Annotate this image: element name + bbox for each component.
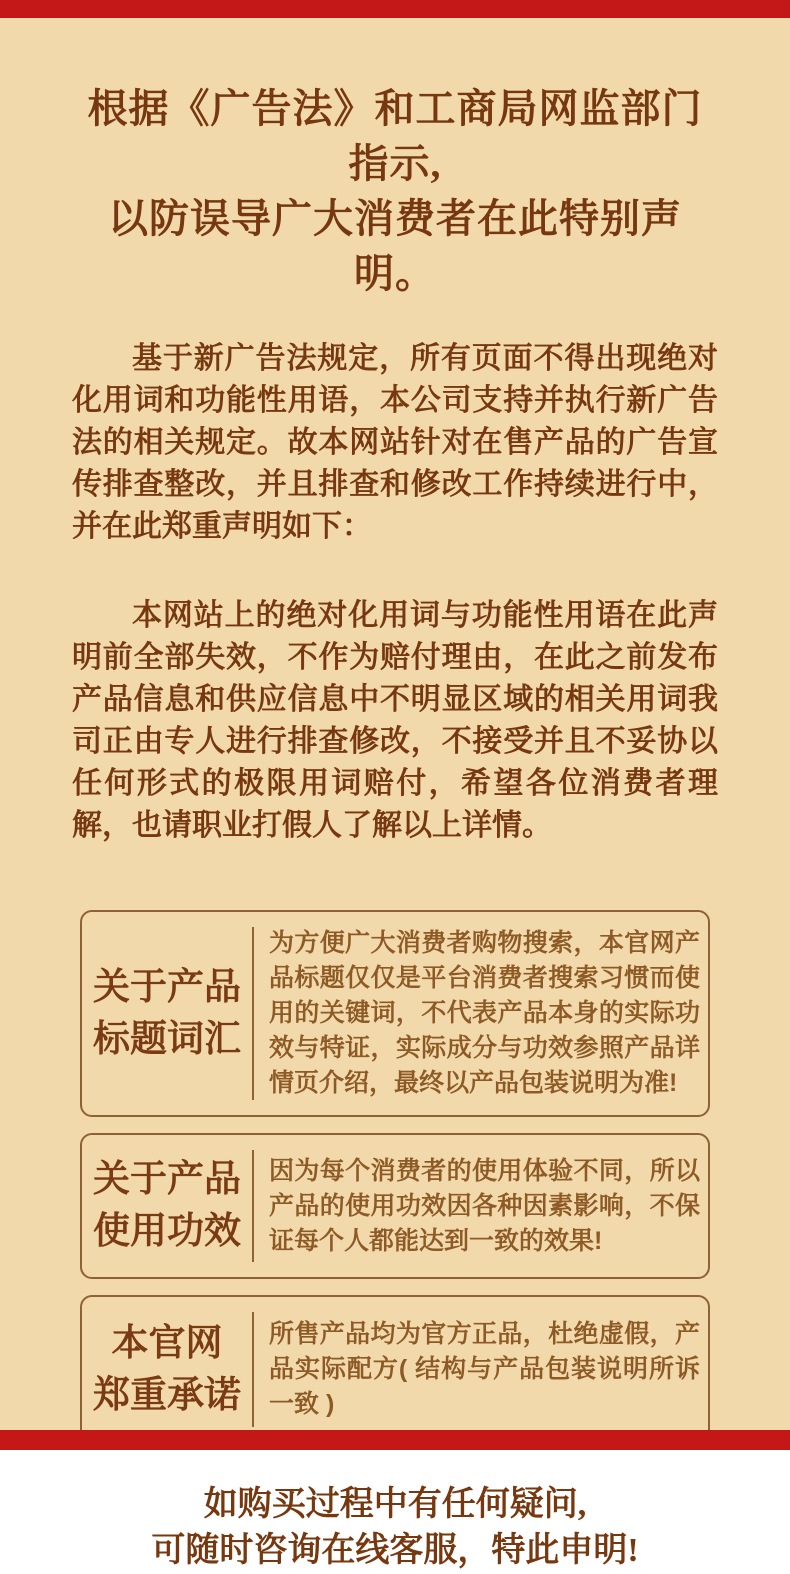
page-title-line1: 根据《广告法》和工商局网监部门指示, [87, 86, 703, 186]
page-title-line2: 以防误导广大消费者在此特别声明。 [108, 196, 682, 296]
notice-box-label-line2: 使用功效 [93, 1211, 241, 1252]
notice-box-list [72, 910, 718, 1444]
notice-box-label-line2: 郑重承诺 [93, 1374, 241, 1416]
notice-box-product-title [80, 910, 710, 1117]
notice-box-official-promise [80, 1295, 710, 1444]
notice-box-text: 因为每个消费者的使用体验不同，所以产品的使用功效因各种因素影响，不保证每个人都能达到一致的效果! [269, 1156, 700, 1255]
bottom-red-band [0, 1430, 790, 1450]
content-area [0, 81, 790, 1574]
notice-box-label [82, 1154, 252, 1258]
notice-box-text: 所售产品均为官方正品，杜绝虚假，产品实际配方( 结构与产品包装说明所诉一致 ) [269, 1320, 700, 1418]
notice-box-product-effect [80, 1133, 710, 1279]
notice-box-label-line1: 关于产品 [93, 1159, 241, 1200]
notice-box-label [82, 1318, 252, 1422]
notice-box-text: 为方便广大消费者购物搜索，本官网产品标题仅仅是平台消费者搜索习惯而使用的关键词，不代表产品本身的实际功效与特证，实际成分与功效参照产品详情页介绍，最终以产品包装说明为准! [269, 929, 700, 1097]
notice-box-label-line1: 关于产品 [93, 966, 241, 1008]
footer-note-line2: 可随时咨询在线客服，特此申明! [151, 1532, 639, 1569]
top-red-band [0, 0, 790, 18]
notice-box-label-line2: 标题词汇 [93, 1018, 241, 1060]
footer-note-line1: 如购买过程中有任何疑问, [203, 1486, 587, 1523]
statement-paragraph-1: 基于新广告法规定，所有页面不得出现绝对化用词和功能性用语，本公司支持并执行新广告法的相关规定。故本网站针对在售产品的广告宣传排查整改，并且排查和修改工作持续进行中，并在此郑重声明如下： [72, 342, 718, 543]
statement-paragraph-2: 本网站上的绝对化用词与功能性用语在此声明前全部失效，不作为赔付理由，在此之前发布产品信息和供应信息中不明显区域的相关用词我司正由专人进行排查修改，不接受并且不妥协以任何形式的极限用词赔付，希望各位消费者理解，也请职业打假人了解以上详情。 [72, 599, 718, 842]
footer-note [72, 1482, 718, 1574]
notice-box-label [82, 962, 252, 1066]
notice-box-label-line1: 本官网 [111, 1322, 223, 1364]
page-title [72, 81, 718, 301]
